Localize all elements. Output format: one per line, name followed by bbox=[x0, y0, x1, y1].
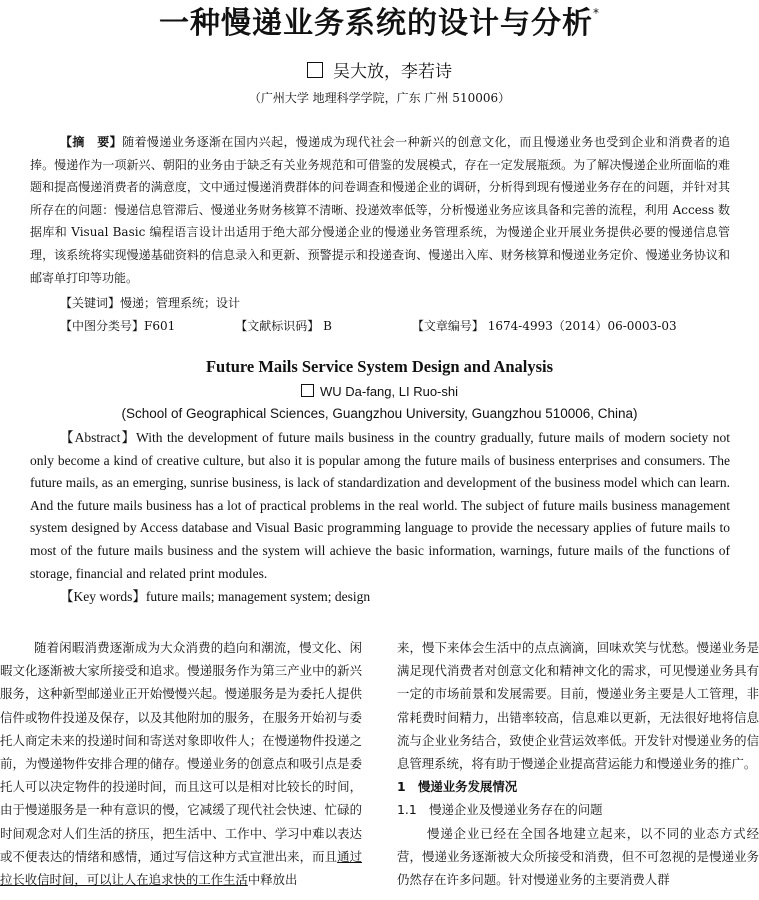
title-footnote-mark: * bbox=[593, 6, 600, 20]
section-heading: 1 慢递业务发展情况 bbox=[397, 779, 518, 795]
authors: 吴大放，李若诗 bbox=[0, 60, 759, 84]
authors-en: WU Da-fang, LI Ruo-shi bbox=[0, 382, 759, 402]
body-paragraph: 随着闲暇消费逐渐成为大众消费的趋向和潮流，慢文化、闲暇文化逐渐被大家所接受和追求。慢递服务作为第三产业中的新兴服务，这种新型邮递业正开始慢慢兴起。慢递服务是为委托人提供信件或物件投递及保存，以及其他附加的服务，在服务开始初与委托人商定未来的投递时间和寄送对象即收件人；在慢递物件投递之前，为慢递物件安排合理的储存。慢递业务的创意点和吸引点是委托人可以决定物件的投递时间，而且这可以是相对比较长的时间，由于慢递服务是一种有意识的慢，它减缓了现代社会快速、忙碌的时间观念对人们生活的挤压，把生活中、工作中、学习中难以表达或不便表达的情绪和感情，通过写信这种方式宣泄出来，而且通过拉长收信时间，可以让人在追求快的工作生活中释放出 bbox=[0, 640, 363, 888]
classification-line: 【中图分类号】F601 【文献标识码】 B 【文章编号】 1674-4993（2014）06-0003-03 bbox=[60, 319, 677, 333]
abstract-cn-label: 【摘 要】 bbox=[60, 135, 123, 149]
body-column-left bbox=[0, 636, 362, 891]
abstract-en-label: 【Abstract】 bbox=[60, 430, 137, 445]
article-number: 1674-4993（2014）06-0003-03 bbox=[487, 319, 677, 333]
abstract-cn bbox=[30, 131, 730, 289]
keywords-cn: 【关键词】慢递；管理系统；设计 bbox=[60, 296, 241, 310]
doc-code: B bbox=[323, 319, 332, 333]
abstract-en bbox=[30, 427, 730, 585]
subsection-heading: 1.1 慢递企业及慢递业务存在的问题 bbox=[397, 802, 603, 818]
affiliation-en: (School of Geographical Sciences, Guangzhou University, Guangzhou 510006, China) bbox=[121, 406, 638, 421]
abstract-cn-text: 随着慢递业务逐渐在国内兴起，慢递成为现代社会一种新兴的创意文化，而且慢递业务也受到企业和消费者的追捧。慢递作为一项新兴、朝阳的业务由于缺乏有关业务规范和可借鉴的发展模式，存在一定发展瓶颈。为了解决慢递企业所面临的难题和提高慢递消费者的满意度，文中通过慢递消费群体的问卷调查和慢递企业的调研，分析得到现有慢递业务存在的问题，并针对其所存在的问题：慢递信息管滞后、慢递业务财务核算不清晰、投递效率低等，分析慢递业务应该具备和完善的流程，利用 Access 数据库和 Visual Basic 编程语言设计出适用于绝大部分慢递企业的慢递业务管理系统，为慢递企业开展业务提供必要的慢递信息管理，该系统将实现慢递基础资料的信息录入和更新、预警提示和投递查询、慢递出入库、财务核算和慢递业务定价、慢递业务协议和邮寄单打印等功能。 bbox=[30, 135, 730, 285]
body-paragraph: 慢递企业已经在全国各地建立起来，以不同的业态方式经营，慢递业务逐渐被大众所接受和消费，但不可忽视的是慢递业务仍然存在许多问题。针对慢递业务的主要消费人群 bbox=[397, 825, 759, 888]
clc-code: F601 bbox=[144, 319, 176, 333]
affiliation: （广州大学 地理科学学院，广东 广州 510006） bbox=[248, 91, 511, 105]
author-box-icon bbox=[301, 384, 314, 397]
body-paragraph: 来，慢下来体会生活中的点点滴滴，回味欢笑与忧愁。慢递业务是满足现代消费者对创意文化和精神文化的需求，可见慢递业务具有一定的市场前景和发展需要。目前，慢递业务主要是人工管理，非常耗费时间精力，出错率较高，信息难以更新，无法很好地将信息流与企业业务结合，致使企业营运效率低。开发针对慢递业务的信息管理系统，将有助于慢递企业提高营运能力和慢递业务的推广。 bbox=[397, 640, 759, 772]
body-column-right bbox=[397, 636, 759, 891]
paper-title: 一种慢递业务系统的设计与分析* bbox=[159, 6, 600, 41]
keywords-en: 【Key words】future mails; management system; design bbox=[60, 589, 371, 604]
abstract-en-text: With the development of future mails business in the country gradually, future mails of modern society not only become a kind of creative culture, but also it is popular among the future mails of business enterprises and consumers. The future mails, as an emerging, sunrise business, is lack of standardization and development of the business model which can learn. And the future mails business has a lot of practical problems in the real world. The subject of future mails business management system designed by Access database and Visual Basic programming language to provide the necessary applies of future mails to most of the future mails business and the system will achieve the basic information, warnings, future mails of the functions of storage, financial and related print modules. bbox=[30, 430, 730, 581]
author-box-icon bbox=[307, 62, 323, 78]
paper-title-en: Future Mails Service System Design and Analysis bbox=[205, 357, 554, 376]
